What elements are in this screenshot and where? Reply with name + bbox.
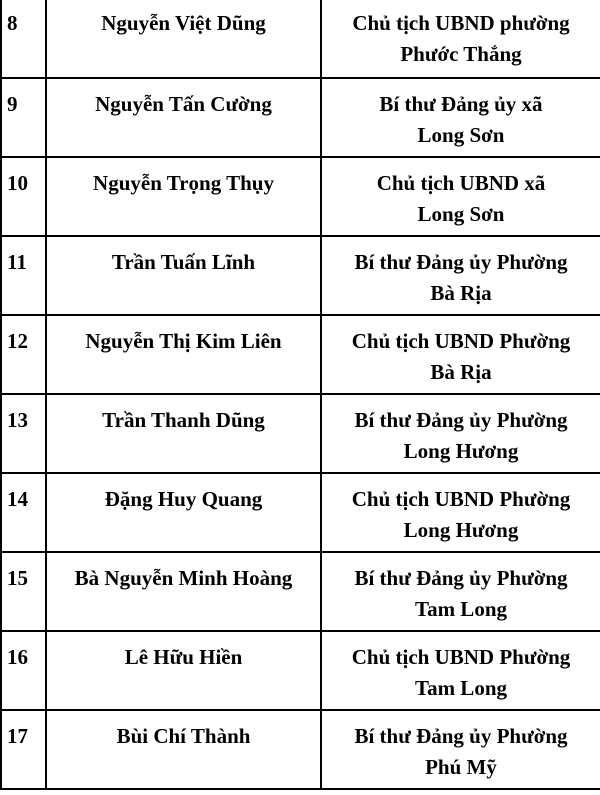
official-position [321,78,600,157]
position-line-1: Chủ tịch UBND Phường [351,645,571,669]
official-name: Trần Thanh Dũng [46,394,321,473]
official-position [321,0,600,78]
table-row [1,315,600,394]
row-number: 12 [1,315,46,394]
position-line-2: Phú Mỹ [425,755,497,779]
table-row [1,78,600,157]
row-number: 16 [1,631,46,710]
position-line-2: Long Sơn [417,123,505,147]
official-position [321,157,600,236]
row-number: 9 [1,78,46,157]
position-line-2: Long Hương [403,518,519,542]
table-row [1,0,600,78]
position-line-2: Long Sơn [417,202,505,226]
position-line-2: Bà Rịa [430,360,492,384]
position-line-2: Tam Long [414,676,507,700]
row-number: 10 [1,157,46,236]
official-position [321,315,600,394]
table-row [1,236,600,315]
official-position [321,710,600,789]
table-row [1,631,600,710]
position-line-1: Chủ tịch UBND phường [352,11,570,35]
official-name: Nguyễn Tấn Cường [46,78,321,157]
official-name: Nguyễn Thị Kim Liên [46,315,321,394]
row-number: 11 [1,236,46,315]
position-line-2: Tam Long [414,597,507,621]
position-line-1: Bí thư Đảng ủy Phường [354,566,568,590]
official-position [321,473,600,552]
table-row [1,394,600,473]
table-row [1,473,600,552]
official-name: Bà Nguyễn Minh Hoàng [46,552,321,631]
position-line-2: Bà Rịa [430,281,492,305]
table-row [1,710,600,789]
position-line-1: Bí thư Đảng ủy xã [379,92,543,116]
position-line-1: Chủ tịch UBND Phường [351,329,571,353]
official-position [321,394,600,473]
official-name: Bùi Chí Thành [46,710,321,789]
position-line-2: Phước Thắng [400,42,522,66]
official-position [321,552,600,631]
row-number: 14 [1,473,46,552]
table-row [1,157,600,236]
row-number: 13 [1,394,46,473]
table-row [1,552,600,631]
position-line-1: Chủ tịch UBND Phường [351,487,571,511]
position-line-2: Long Hương [403,439,519,463]
official-position [321,236,600,315]
position-line-1: Bí thư Đảng ủy Phường [354,724,568,748]
row-number: 8 [1,0,46,78]
position-line-1: Bí thư Đảng ủy Phường [354,250,568,274]
official-position [321,631,600,710]
row-number: 17 [1,710,46,789]
official-name: Trần Tuấn Lĩnh [46,236,321,315]
position-line-1: Chủ tịch UBND xã [376,171,546,195]
official-name: Nguyễn Trọng Thụy [46,157,321,236]
position-line-1: Bí thư Đảng ủy Phường [354,408,568,432]
official-name: Nguyễn Việt Dũng [46,0,321,78]
row-number: 15 [1,552,46,631]
official-name: Lê Hữu Hiền [46,631,321,710]
official-name: Đặng Huy Quang [46,473,321,552]
